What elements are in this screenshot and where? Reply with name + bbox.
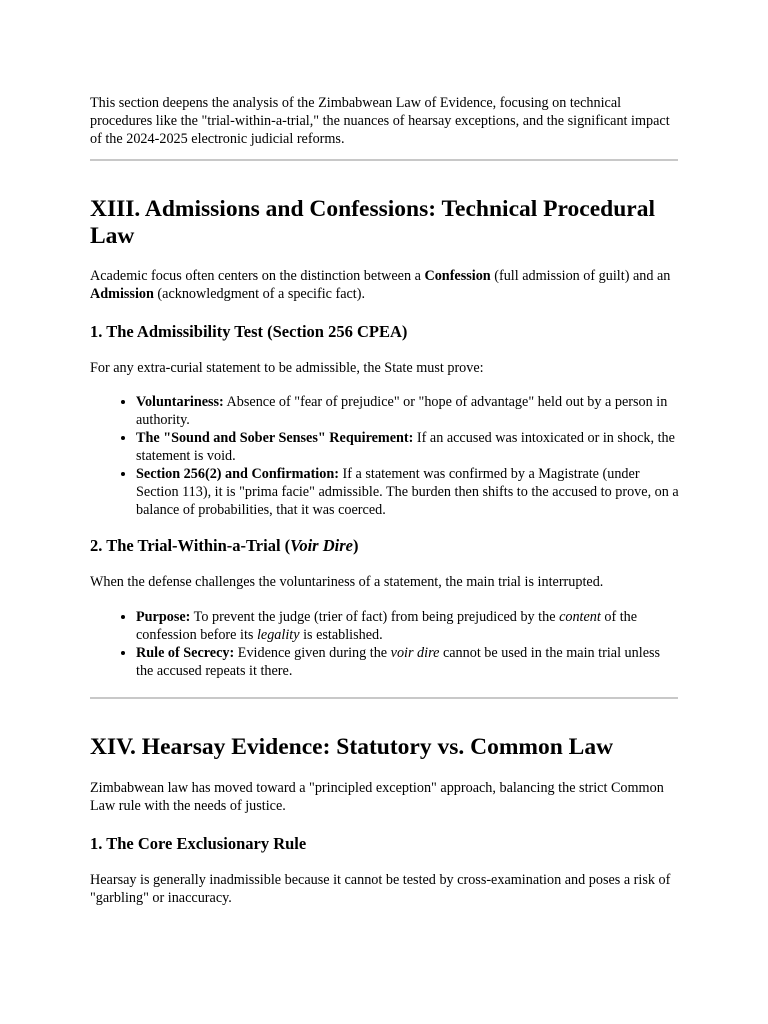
core-exclusionary-rule-heading: 1. The Core Exclusionary Rule — [90, 834, 307, 853]
document-body — [90, 94, 680, 907]
admissibility-requirements-list — [90, 393, 680, 519]
list-item: • Purpose: To prevent the judge (trier of fact) from being prejudiced by the content of the confession before its legality is established. — [136, 608, 680, 644]
list-item: • Voluntariness: Absence of "fear of prejudice" or "hope of advantage" held out by a person in authority. — [136, 393, 680, 429]
admissibility-test-intro: For any extra-curial statement to be admissible, the State must prove: — [90, 360, 484, 376]
intro-paragraph: This section deepens the analysis of the Zimbabwean Law of Evidence, focusing on technical procedures like the "trial-within-a-trial," the nuances of hearsay exceptions, and the significant impact of the 2024-2025 electronic judicial reforms. — [90, 95, 670, 147]
section-divider-2 — [90, 697, 678, 699]
section-13-intro: Academic focus often centers on the distinction between a Confession (full admission of guilt) and an Admission (acknowledgment of a specific fact). — [90, 268, 671, 302]
admission-term: Admission — [90, 286, 154, 302]
voir-dire-intro: When the defense challenges the voluntariness of a statement, the main trial is interrupted. — [90, 574, 604, 590]
section-14-intro: Zimbabwean law has moved toward a "principled exception" approach, balancing the strict Common Law rule with the needs of justice. — [90, 780, 664, 814]
core-exclusionary-rule-text: Hearsay is generally inadmissible because it cannot be tested by cross-examination and poses a risk of "garbling" or inaccuracy. — [90, 872, 671, 906]
voir-dire-list — [90, 608, 680, 680]
confession-term: Confession — [424, 268, 491, 284]
section-13-heading: XIII. Admissions and Confessions: Technical Procedural Law — [90, 196, 655, 249]
list-item: • Section 256(2) and Confirmation: If a statement was confirmed by a Magistrate (under Section 113), it is "prima facie" admissible. The burden then shifts to the accused to prove, on a balance of probabilities, that it was coerced. — [136, 465, 680, 519]
admissibility-test-heading: 1. The Admissibility Test (Section 256 CPEA) — [90, 322, 408, 341]
section-divider-1 — [90, 159, 678, 161]
voir-dire-heading: 2. The Trial-Within-a-Trial (Voir Dire) — [90, 536, 359, 555]
list-item: • The "Sound and Sober Senses" Requirement: If an accused was intoxicated or in shock, the statement is void. — [136, 429, 680, 465]
section-14-heading: XIV. Hearsay Evidence: Statutory vs. Common Law — [90, 734, 614, 760]
list-item: • Rule of Secrecy: Evidence given during the voir dire cannot be used in the main trial unless the accused repeats it there. — [136, 644, 680, 680]
